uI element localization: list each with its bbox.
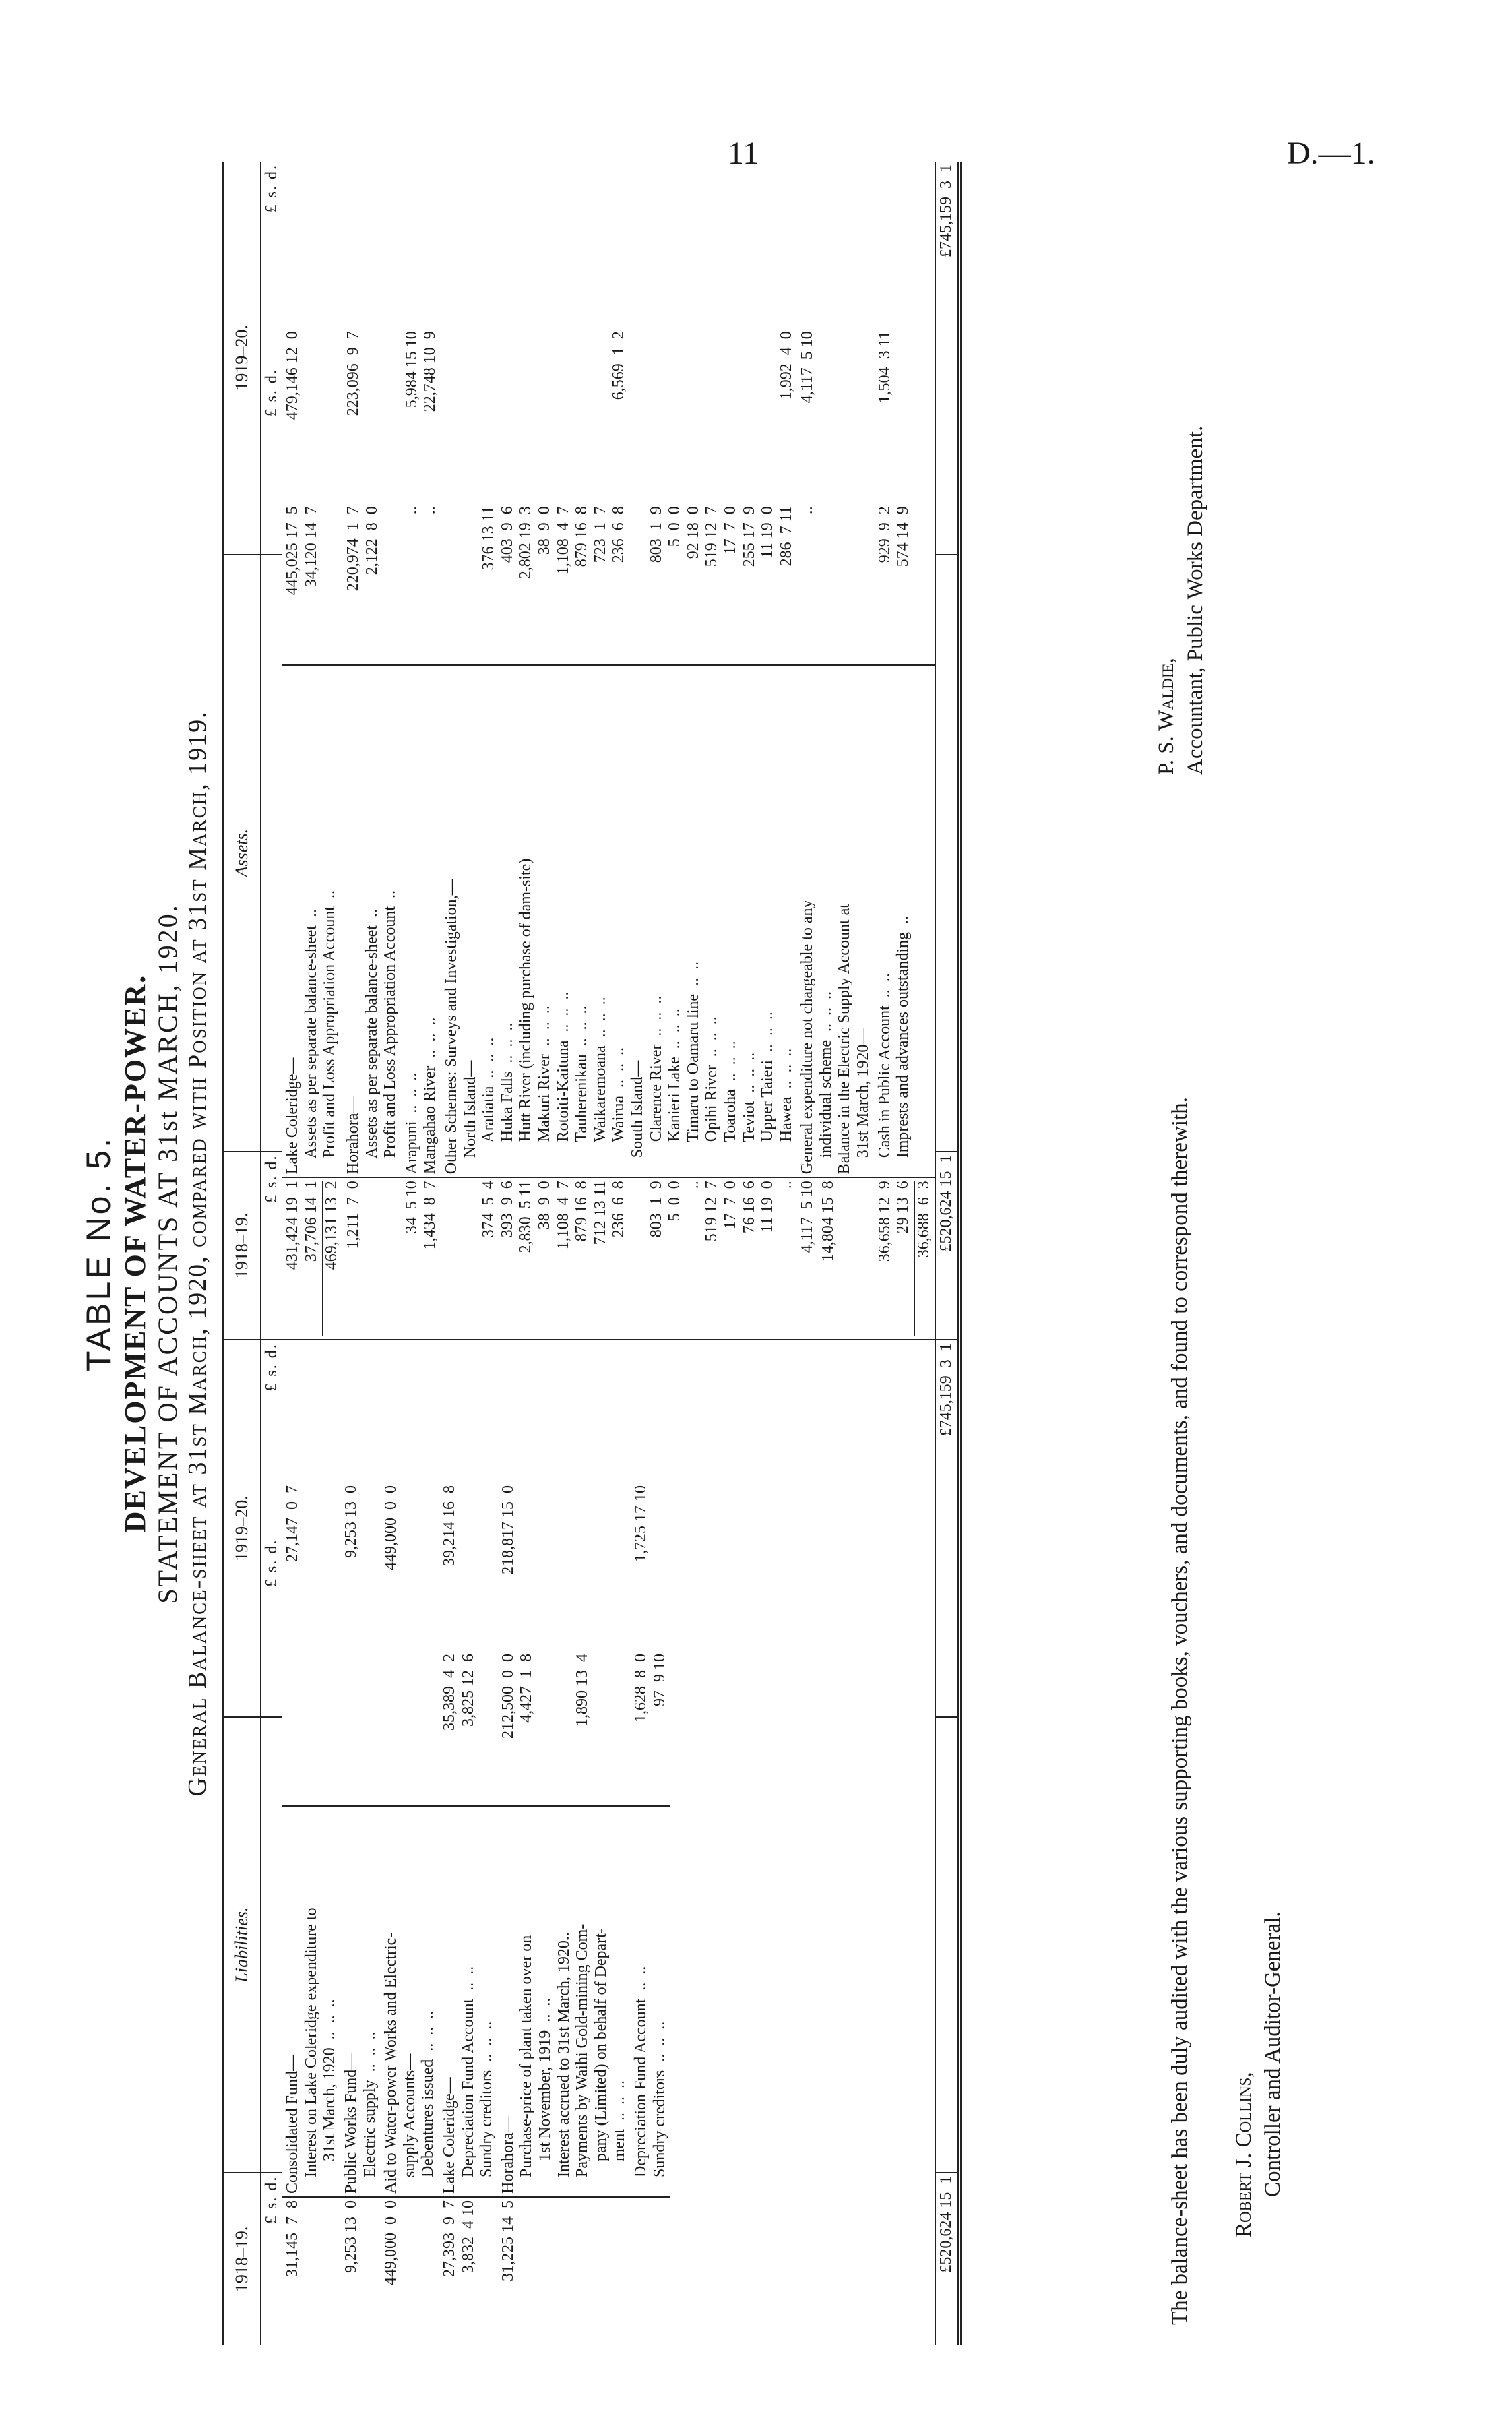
asset-prev: 36,658 12 9 29 13 6: [875, 1181, 912, 1262]
asset-label: Arapuni .. .. .. Mangahao River .. .. ..: [402, 665, 441, 1177]
asset-label: Horahora— Assets as per separate balance-sheet .. Profit and Loss Appropriation Account ..: [343, 665, 402, 1177]
liability-prev: 31,145 7 8: [284, 2200, 302, 2277]
units-label: £ s. d.: [261, 1152, 283, 1340]
liabilities-header: Liabilities.: [223, 1717, 261, 2173]
units-label: £ s. d.: [261, 1537, 283, 1717]
audit-footnote: The balance-sheet has been duly audited with the various supporting books, vouchers, and documents, and found to correspond therewith.: [1168, 1097, 1192, 2325]
liability-inner: 212,500 0 0 4,427 1 8 1,890 13 4: [498, 1651, 631, 1806]
assets-header: Assets.: [223, 555, 261, 1152]
liability-label: Public Works Fund— Electric supply .. .. ..: [341, 1806, 381, 2197]
asset-prev-total: 469,131 13 2: [322, 1181, 342, 1336]
liability-inner: [341, 1651, 381, 1806]
liability-row: [341, 1483, 381, 2345]
asset-inner: 929 9 2 574 14 9: [875, 503, 935, 665]
rotated-balance-sheet: [74, 162, 1300, 2345]
asset-label: Cash in Public Account .. .. Imprests and advances outstanding ..: [875, 665, 935, 1177]
asset-prev: 4,117 5 10: [798, 1181, 817, 1253]
assets-1919-total: £745,159 3 1: [935, 162, 959, 366]
balance-sheet-table: [222, 162, 962, 2345]
asset-inner: .. ..: [402, 503, 441, 665]
auditor-name: Robert J. Collins,: [1232, 2072, 1256, 2237]
liability-label: Aid to Water-power Works and Electric- supply Accounts— Debentures issued .. .. ..: [381, 1806, 439, 2197]
asset-row: [797, 328, 874, 1339]
liabilities-rows: [282, 1483, 670, 2345]
assets-1918-header: 1918–19.: [223, 1152, 261, 1340]
auditor-title: Controller and Auditor-General.: [1260, 1911, 1285, 2197]
asset-prev-total: 36,688 6 3: [914, 1181, 934, 1336]
liability-label: Consolidated Fund— Interest on Lake Coleridge expenditure to 31st March, 1920 .. .. ..: [282, 1806, 341, 2197]
totals-row: [935, 162, 959, 2345]
asset-row: [875, 328, 935, 1339]
liability-label: Horahora— Purchase-price of plant taken over on 1st November, 1919 .. .. Interest accrued to 31st March, 1920.. Payments by Waihi Gold-mining Com- pany (Limited) on behalf of Depart- ment .. .. ..: [498, 1806, 631, 2197]
liability-inner: 35,389 4 2 3,825 12 6: [439, 1651, 498, 1806]
table-number: TABLE No. 5.: [80, 1136, 117, 1371]
asset-total: 479,146 12 0: [284, 331, 302, 421]
body-row: [282, 162, 935, 2345]
asset-inner: 220,974 1 7 2,122 8 0: [343, 503, 402, 665]
liability-total: 218,817 15 0: [499, 1485, 517, 1574]
asset-total: 1,504 3 11: [875, 331, 893, 404]
asset-inner: ..: [797, 503, 874, 665]
liability-total: 1,725 17 10: [631, 1485, 650, 1562]
liab-1919-total: £745,159 3 1: [935, 1340, 959, 1536]
asset-label: Lake Coleridge— Assets as per separate balance-sheet .. Profit and Loss Appropriation Account ..: [282, 665, 343, 1177]
assets-rows: [282, 328, 935, 1339]
liability-prev: 31,225 14 5: [499, 2200, 517, 2281]
asset-inner: 376 13 11 403 9 6 2,802 19 3 38 9 0 1,108 4 7 879 16 8 723 1 7 236 6 8 803 1 9 5 0 0 92 18 0 519 12 7 17 7 0 255 17 9 11 19 0 286 7 11: [441, 503, 797, 665]
liability-prev: 9,253 13 0: [342, 2200, 360, 2273]
liability-total: 449,000 0 0: [382, 1485, 400, 1570]
asset-row: [343, 328, 402, 1339]
liab-1918-header: 1918–19.: [223, 2173, 261, 2345]
asset-row: [402, 328, 441, 1339]
asset-prev-total: 14,804 15 8: [819, 1181, 838, 1336]
asset-prev: 34 5 10 1,434 8 7: [402, 1181, 439, 1250]
liability-row: [498, 1483, 631, 2345]
liab-1918-total: £520,624 15 1: [935, 2173, 959, 2345]
liability-inner: [381, 1651, 439, 1806]
asset-row: [441, 328, 797, 1339]
liability-label: Depreciation Fund Account .. .. Sundry creditors .. .. ..: [631, 1806, 670, 2197]
liability-prev: 27,393 9 7 3,832 4 10: [441, 2200, 477, 2277]
subtitle: STATEMENT OF ACCOUNTS AT 31st MARCH, 1920.: [152, 903, 183, 1604]
units-label: £ s. d.: [262, 2175, 280, 2224]
accountant-signature: [1152, 426, 1210, 775]
main-title: DEVELOPMENT OF WATER-POWER.: [118, 974, 152, 1533]
units-row: [261, 162, 283, 2345]
asset-total: 5,984 15 10 22,748 10 9: [402, 331, 439, 412]
column-headers: [223, 162, 261, 2345]
units-label: £ s. d.: [262, 164, 280, 213]
liability-row: [381, 1483, 439, 2345]
asset-inner: 445,025 17 5 34,120 14 7: [282, 503, 343, 665]
asset-total: 4,117 5 10: [798, 331, 817, 404]
auditor-signature: [1230, 1911, 1288, 2237]
assets-1919-header: 1919–20.: [223, 162, 261, 555]
asset-total: 223,096 9 7: [344, 331, 363, 416]
liability-inner: [282, 1651, 341, 1806]
units-label: £ s. d.: [261, 366, 283, 555]
asset-label: Other Schemes: Surveys and Investigation,— North Island— Aratiatia .. .. .. Huka Falls .. .. .. Hutt River (including purchase of dam-site) Makuri River .. .. .. Rotoiti-Kaituna .. .. .. Tauherenikau .. .. .. Waikaremoana .. .. .. Wairua .. .. .. South Island— Clarence River .. .. .. Kanieri Lake .. .. .. Timaru to Oamaru line .. .. Opihi River .. .. .. Toaroha .. .. .. Teviot .. .. .. Upper Taieri .. .. .. Hawea .. .. ..: [441, 665, 797, 1177]
liability-prev: 449,000 0 0: [382, 2200, 400, 2285]
asset-label: General expenditure not chargeable to any individual scheme .. .. .. Balance in the Electric Supply Account at 31st March, 1920—: [797, 665, 874, 1177]
accountant-name: P. S. Waldie,: [1154, 658, 1178, 775]
liability-total: 39,214 16 8: [441, 1485, 459, 1566]
liab-1919-header: 1919–20.: [223, 1340, 261, 1716]
asset-row: [282, 328, 343, 1339]
asset-prev: 1,211 7 0: [344, 1181, 363, 1249]
accountant-title: Accountant, Public Works Department.: [1183, 425, 1207, 775]
liability-inner: 1,628 8 0 97 9 10: [631, 1651, 670, 1806]
liability-row: [282, 1483, 341, 2345]
document-reference: D.—1.: [1287, 135, 1375, 171]
liability-total: 27,147 0 7: [284, 1485, 302, 1562]
liability-label: Lake Coleridge— Depreciation Fund Account .. .. Sundry creditors .. .. ..: [439, 1806, 498, 2197]
liability-row: [439, 1483, 498, 2345]
page-number: 11: [728, 135, 759, 171]
balance-heading: General Balance-sheet at 31st March, 1920, compared with Position at 31st March, 1919.: [183, 710, 212, 1797]
asset-total: 6,569 1 2 1,992 4 0: [610, 331, 795, 400]
units-label: £ s. d.: [262, 1343, 280, 1392]
liability-row: [631, 1483, 670, 2345]
liability-prev: [631, 2197, 670, 2345]
assets-1918-total: £520,624 15 1: [935, 1152, 959, 1340]
asset-prev: 431,424 19 1 37,706 14 1: [284, 1181, 320, 1270]
asset-prev: 374 5 4 393 9 6 2,830 5 11 38 9 0 1,108 4 7 879 16 8 712 13 11 236 6 8 803 1 9 5 0 0 .. 519 12 7 17 7 0 76 16 6 11 19 0 ..: [480, 1181, 795, 1253]
liability-total: 9,253 13 0: [342, 1485, 360, 1558]
